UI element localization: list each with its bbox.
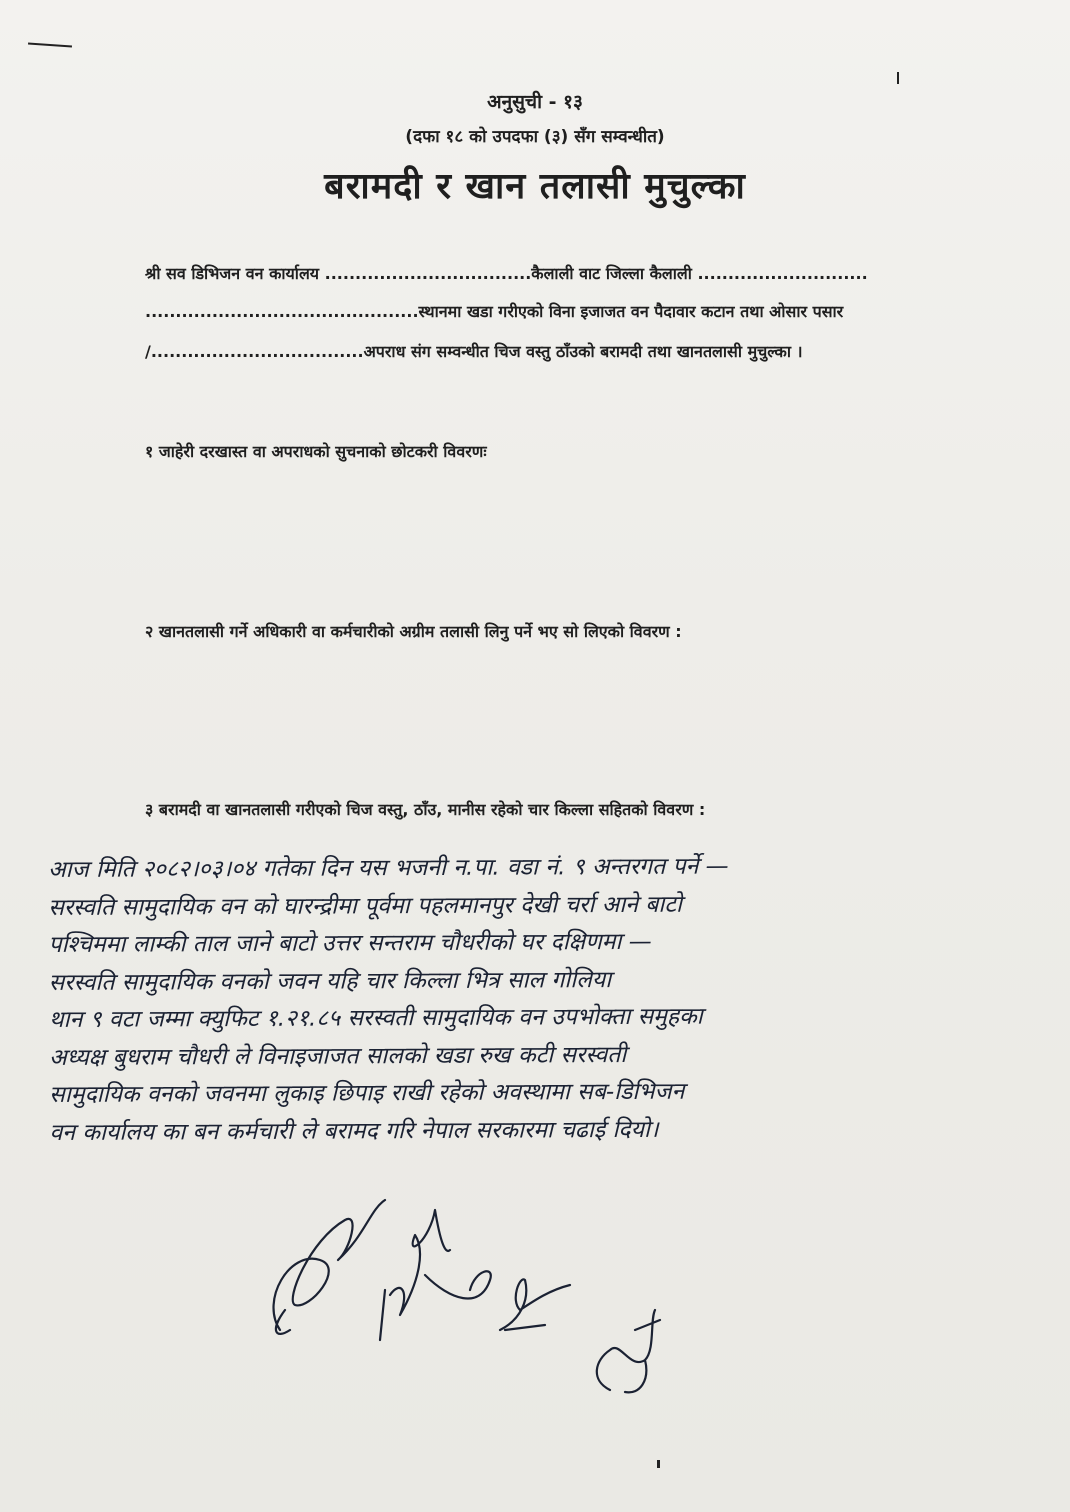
handwritten-line: वन कार्यालय का बन कर्मचारी ले बरामद गरि नेपाल सरकारमा चढाई दियो। xyxy=(49,1116,659,1146)
offense-field-line: /...................................अपराध संग सम्वन्धीत चिज वस्तु ठाँउको बरामदी तथा खानतलासी मुचुल्का । xyxy=(145,342,803,361)
handwritten-description xyxy=(48,847,1050,1152)
handwritten-line: सामुदायिक वनको जवनमा लुकाइ छिपाइ राखी रहेको अवस्थामा सब-डिभिजन xyxy=(49,1078,685,1108)
signature-4 xyxy=(597,1310,660,1392)
pen-mark xyxy=(28,42,72,47)
handwritten-line: सरस्वति सामुदायिक वन को घारन्द्रीमा पूर्वमा पहलमानपुर देखी चर्रा आने बाटो xyxy=(48,891,682,921)
section-3-heading: ३ बरामदी वा खानतलासी गरीएको चिज वस्तु, ठाँउ, मानीस रहेको चार किल्ला सहितको विवरण : xyxy=(145,800,706,819)
handwritten-line: थान ९ वटा जम्मा क्युफिट १.२१.८५ सरस्वती सामुदायिक वन उपभोक्ता समुहका xyxy=(48,1003,703,1033)
handwritten-line: पश्चिममा लाम्की ताल जाने बाटो उत्तर सन्तराम चौधरीको घर दक्षिणमा — xyxy=(48,928,652,958)
schedule-number: अनुसुची - १३ xyxy=(487,91,583,113)
signatures-area xyxy=(250,1180,710,1420)
signatures-drawing xyxy=(250,1180,710,1420)
handwritten-line: आज मिति २०८२।०३।०४ गतेका दिन यस भजनी न.पा. वडा नं. ९ अन्तरगत पर्ने — xyxy=(48,853,729,883)
handwritten-line: अध्यक्ष बुधराम चौधरी ले विनाइजाजत सालको खडा रुख कटी सरस्वती xyxy=(49,1041,627,1071)
section-reference: (दफा १८ को उपदफा (३) सँग सम्वन्धीत) xyxy=(405,127,665,147)
signature-2 xyxy=(380,1210,491,1340)
pen-mark xyxy=(897,72,899,84)
document-title: बरामदी र खान तलासी मुचुल्का xyxy=(324,166,746,207)
location-field-line: .............................................स्थानमा खडा गरीएको विना इजाजत वन पैदावार कटान तथा ओसार पसार xyxy=(145,302,844,321)
signature-1 xyxy=(274,1200,385,1334)
section-2-heading: २ खानतलासी गर्ने अधिकारी वा कर्मचारीको अग्रीम तलासी लिनु पर्ने भए सो लिएको विवरण : xyxy=(145,622,682,641)
section-1-heading: १ जाहेरी दरखास्त वा अपराधको सुचनाको छोटकरी विवरणः xyxy=(145,442,487,461)
handwritten-line: सरस्वति सामुदायिक वनको जवन यहि चार किल्ला भित्र साल गोलिया xyxy=(48,966,612,996)
office-field-line: श्री सव डिभिजन वन कार्यालय ..................................कैलाली वाट जिल्ला कैलाली ............................ xyxy=(145,264,868,283)
pen-mark xyxy=(657,1460,660,1468)
signature-3 xyxy=(500,1279,570,1330)
